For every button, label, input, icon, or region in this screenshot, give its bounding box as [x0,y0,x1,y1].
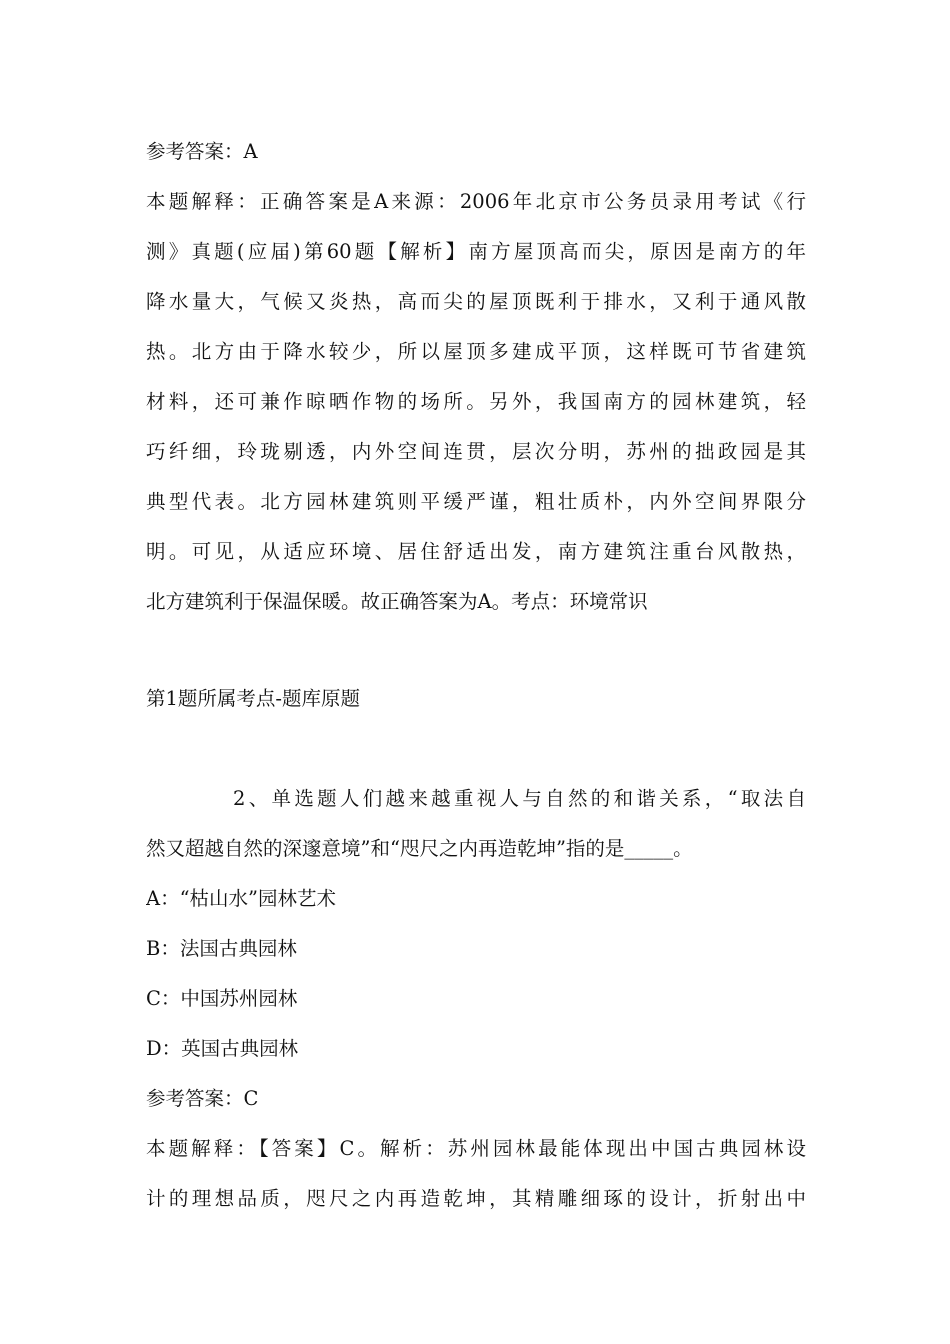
q2-answer: 参考答案：C [146,1087,259,1110]
q1-explanation-line-4: 热。北方由于降水较少，所以屋顶多建成平顶，这样既可节省建筑 [146,340,806,363]
q2-explanation-line-1: 本题解释：【答案】C。解析：苏州园林最能体现出中国古典园林设 [146,1137,806,1160]
q1-explanation-line-6: 巧纤细，玲珑剔透，内外空间连贯，层次分明，苏州的拙政园是其 [146,440,806,463]
q1-explanation-line-9: 北方建筑利于保温保暖。故正确答案为A。考点：环境常识 [146,590,648,613]
q2-option-d: D：英国古典园林 [146,1037,299,1060]
q1-explanation-line-5: 材料，还可兼作晾晒作物的场所。另外，我国南方的园林建筑，轻 [146,390,806,413]
q2-option-a: A：“枯山水”园林艺术 [146,887,337,910]
q1-explanation-line-2: 测》真题(应届)第60题【解析】南方屋顶高而尖，原因是南方的年 [146,240,806,263]
q2-option-b: B：法国古典园林 [146,937,297,960]
q1-explanation-line-7: 典型代表。北方园林建筑则平缓严谨，粗壮质朴，内外空间界限分 [146,490,806,513]
q1-explanation-line-3: 降水量大，气候又炎热，高而尖的屋顶既利于排水，又利于通风散 [146,290,806,313]
q2-explanation-line-2: 计的理想品质，咫尺之内再造乾坤，其精雕细琢的设计，折射出中 [146,1187,806,1210]
q2-question-line-2: 然又超越自然的深邃意境”和“咫尺之内再造乾坤”指的是_____。 [146,837,693,860]
q2-option-c: C：中国苏州园林 [146,987,298,1010]
q1-answer: 参考答案：A [146,140,258,163]
q1-explanation-line-1: 本题解释：正确答案是A来源：2006年北京市公务员录用考试《行 [146,190,806,213]
q1-topic: 第1题所属考点-题库原题 [146,687,360,710]
q2-question-line-1: 2、单选题人们越来越重视人与自然的和谐关系，“取法自 [233,787,806,810]
q1-explanation-line-8: 明。可见，从适应环境、居住舒适出发，南方建筑注重台风散热， [146,540,806,563]
